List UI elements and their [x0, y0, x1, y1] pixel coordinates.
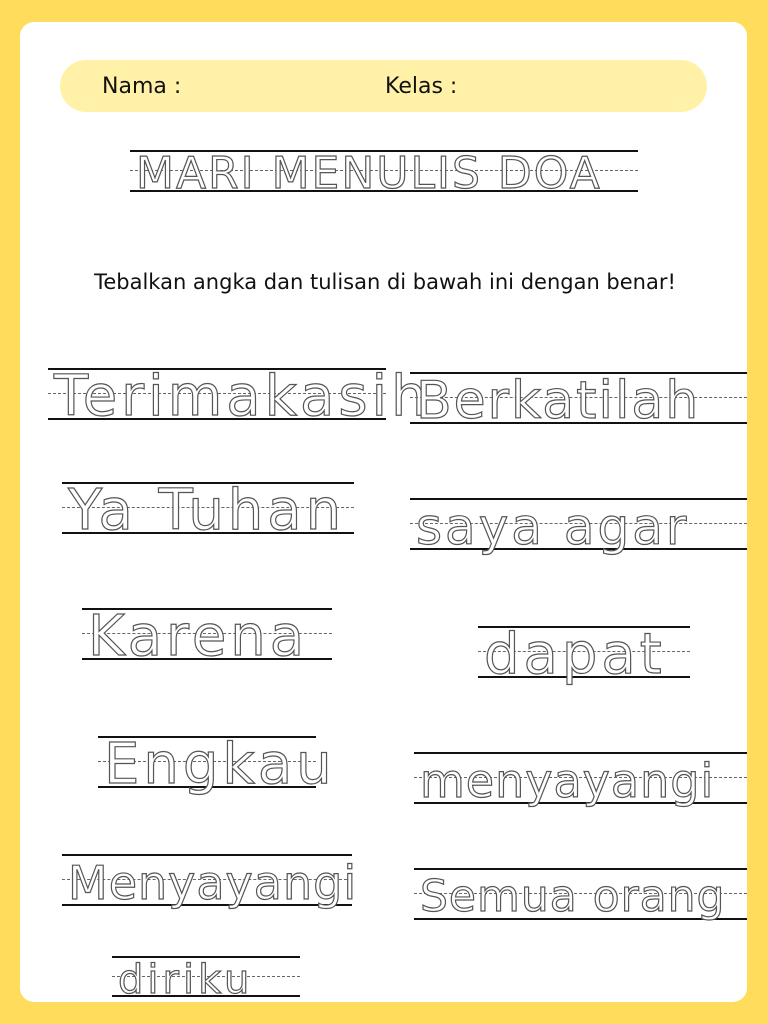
trace-word: dapat — [478, 626, 690, 678]
trace-word: menyayangi — [414, 752, 747, 804]
title-trace — [130, 148, 638, 199]
trace-word: diriku — [112, 956, 300, 996]
trace-word: Terimakasih — [48, 368, 386, 420]
trace-word: Semua orang — [414, 868, 747, 920]
page-title: MARI MENULIS DOA — [136, 148, 602, 199]
instruction-text: Tebalkan angka dan tulisan di bawah ini dengan benar! — [94, 270, 676, 294]
trace-word: Karena — [82, 608, 332, 660]
trace-word: saya agar — [410, 498, 747, 550]
trace-word: Berkatilah — [410, 372, 747, 424]
trace-word: Menyayangi — [62, 854, 352, 906]
class-label: Kelas : — [385, 74, 458, 99]
trace-word: Engkau — [98, 736, 316, 788]
trace-word: Ya Tuhan — [62, 482, 354, 534]
name-label: Nama : — [102, 74, 182, 99]
name-class-bar — [60, 60, 707, 112]
worksheet — [20, 22, 747, 1002]
